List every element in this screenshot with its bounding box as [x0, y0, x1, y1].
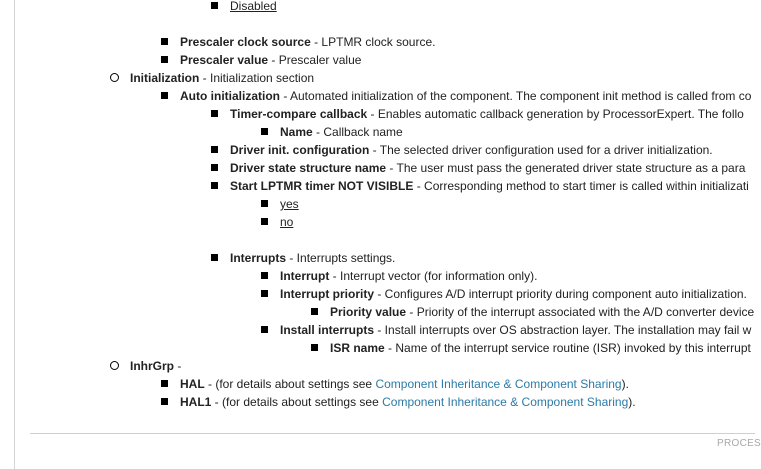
closing-text: ).	[621, 377, 629, 391]
property-name: Install interrupts	[280, 323, 375, 337]
list-item	[180, 393, 636, 411]
list-item	[330, 303, 754, 321]
property-name: Initialization	[130, 71, 200, 85]
property-description: - Corresponding method to start timer is called within initializati	[413, 179, 749, 193]
list-item	[280, 285, 747, 303]
closing-text: ).	[628, 395, 636, 409]
option-value: yes	[280, 197, 299, 211]
property-name: Driver state structure name	[230, 161, 387, 175]
property-description: - (for details about settings see	[211, 395, 383, 409]
list-item	[230, 0, 277, 15]
property-description: - Initialization section	[199, 71, 315, 85]
property-name: Prescaler value	[180, 53, 269, 67]
property-name: Start LPTMR timer NOT VISIBLE	[230, 179, 414, 193]
property-name: Interrupts	[230, 251, 287, 265]
property-description: - Interrupt vector (for information only).	[329, 269, 538, 283]
list-item	[280, 195, 299, 213]
property-description: - LPTMR clock source.	[310, 35, 436, 49]
property-description: - Callback name	[312, 125, 403, 139]
footer-text: PROCES	[717, 438, 761, 449]
option-value: Disabled	[230, 0, 277, 13]
list-item	[180, 51, 361, 69]
list-item	[280, 123, 403, 141]
property-name: Auto initialization	[180, 89, 280, 103]
list-item	[230, 141, 713, 159]
property-name: Prescaler clock source	[180, 35, 311, 49]
property-name: Interrupt	[280, 269, 330, 283]
list-item	[280, 321, 751, 339]
property-description: -	[174, 359, 182, 373]
property-description: - Automated initialization of the component. The component init method is called from co	[280, 89, 752, 103]
footer-divider	[30, 433, 755, 434]
property-description: - Configures A/D interrupt priority during component auto initialization.	[374, 287, 747, 301]
left-border	[14, 0, 15, 469]
inheritance-link[interactable]: Component Inheritance & Component Sharing	[375, 377, 622, 391]
property-description: - (for details about settings see	[204, 377, 376, 391]
property-description: - Prescaler value	[268, 53, 362, 67]
list-item	[180, 87, 751, 105]
property-name: HAL	[180, 377, 205, 391]
list-item	[230, 177, 749, 195]
property-name: Timer-compare callback	[230, 107, 368, 121]
property-name: Name	[280, 125, 313, 139]
property-name: InhrGrp	[130, 359, 174, 373]
property-description: - Name of the interrupt service routine (ISR) invoked by this interrupt	[384, 341, 751, 355]
list-item	[230, 159, 745, 177]
property-description: - The selected driver configuration used for a driver initialization.	[369, 143, 713, 157]
list-item	[230, 249, 395, 267]
list-item	[130, 357, 181, 375]
option-value: no	[280, 215, 294, 229]
property-name: Interrupt priority	[280, 287, 375, 301]
property-description: - Interrupts settings.	[286, 251, 396, 265]
property-name: Driver init. configuration	[230, 143, 370, 157]
list-item	[280, 213, 293, 231]
property-description: - Priority of the interrupt associated with the A/D converter device	[406, 305, 755, 319]
list-item	[330, 339, 751, 357]
property-name: Priority value	[330, 305, 407, 319]
property-description: - The user must pass the generated driver state structure as a para	[386, 161, 746, 175]
list-item	[130, 69, 314, 87]
inheritance-link[interactable]: Component Inheritance & Component Sharing	[382, 395, 629, 409]
property-description: - Enables automatic callback generation by ProcessorExpert. The follo	[367, 107, 744, 121]
property-name: HAL1	[180, 395, 212, 409]
property-name: ISR name	[330, 341, 385, 355]
list-item	[280, 267, 537, 285]
list-item	[180, 33, 435, 51]
property-description: - Install interrupts over OS abstraction layer. The installation may fail w	[374, 323, 752, 337]
list-item	[230, 105, 744, 123]
list-item	[180, 375, 629, 393]
